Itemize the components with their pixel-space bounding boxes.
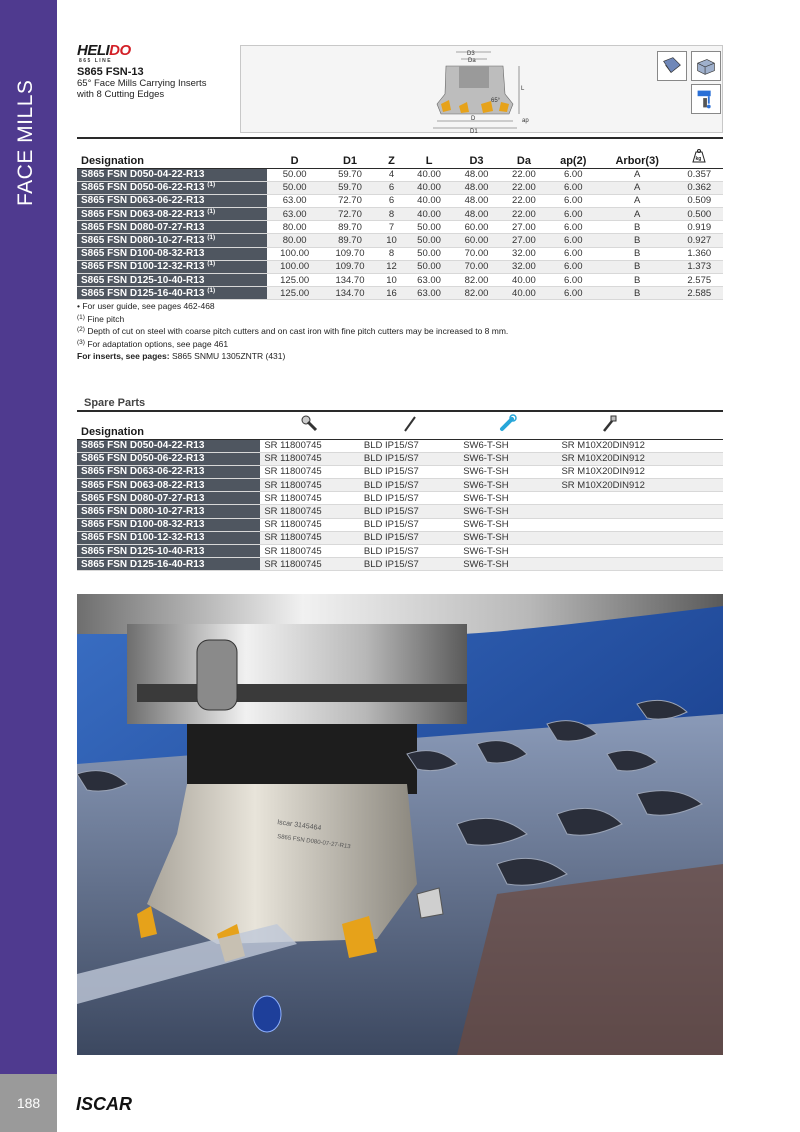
coolant-icon [691,84,721,114]
spare-part-cell: BLD IP15/S7 [360,531,459,544]
row-cell: 6.00 [548,247,599,260]
spare-row [77,518,723,531]
product-code: S865 FSN-13 [77,66,144,78]
spare-part-cell: SW6-T-SH [459,505,557,518]
row-cell: 6.00 [548,194,599,207]
row-cell: 6 [378,194,406,207]
col-l: L [405,138,452,168]
spare-part-cell: SW6-T-SH [459,465,557,478]
spare-part-cell: SR 11800745 [260,531,360,544]
spare-row-designation: S865 FSN D063-08-22-R13 [77,479,260,492]
spare-part-cell: SR 11800745 [260,465,360,478]
spare-row [77,439,723,452]
table-row [77,234,723,247]
spare-row-designation: S865 FSN D125-10-40-R13 [77,545,260,558]
row-cell: 12 [378,260,406,273]
row-cell: 125.00 [267,274,322,287]
row-cell: 70.00 [453,247,500,260]
row-cell: 6.00 [548,208,599,221]
row-cell: 50.00 [405,247,452,260]
row-cell: 0.509 [676,194,723,207]
spare-part-cell: SW6-T-SH [459,558,557,571]
product-photo [77,594,723,1055]
wrench-icon [497,413,519,435]
spare-parts-table [77,410,723,571]
row-cell: 72.70 [322,208,377,221]
photo-tool-text-2: S865 FSN D080-07-27-R13 [276,834,351,851]
spare-part-cell [557,545,660,558]
col-d1: D1 [322,138,377,168]
row-cell: 6.00 [548,260,599,273]
row-cell: 6.00 [548,234,599,247]
table-row [77,181,723,194]
dim-l: L [521,86,525,92]
row-designation: S865 FSN D063-06-22-R13 [77,194,267,207]
row-cell: 22.00 [500,208,547,221]
row-cell: B [599,260,676,273]
workpiece-icon [691,51,721,81]
dim-angle: 65° [491,98,501,104]
section-title: FACE MILLS [14,79,37,206]
spare-part-cell: SR 11800745 [260,558,360,571]
row-cell: 40.00 [405,181,452,194]
row-cell: 6.00 [548,287,599,300]
spare-spacer-cell [660,558,723,571]
table-header [77,138,723,168]
row-cell: A [599,194,676,207]
dim-ap: ap [522,118,529,124]
row-cell: 59.70 [322,181,377,194]
row-cell: 48.00 [453,208,500,221]
dim-d1: D1 [470,129,478,134]
row-cell: 1.360 [676,247,723,260]
dim-d3: D3 [467,51,475,57]
spare-parts-title: Spare Parts [84,397,146,409]
row-cell: 80.00 [267,234,322,247]
spare-col-spacer [660,411,723,439]
col-arbor: Arbor(3) [599,138,676,168]
row-cell: 125.00 [267,287,322,300]
spare-spacer-cell [660,545,723,558]
photo-tool-text-1: Iscar 3145464 [276,819,322,833]
row-cell: A [599,208,676,221]
spare-row [77,452,723,465]
spare-part-cell: SW6-T-SH [459,518,557,531]
spare-row [77,465,723,478]
note-3: $^{(3)}$ For adaptation options, see page 461 [77,338,229,349]
table-row [77,221,723,234]
row-cell: 6 [378,181,406,194]
row-designation: S865 FSN D050-06-22-R13 $^{(1)}$ [77,181,267,194]
row-cell: 50.00 [405,234,452,247]
row-cell: 22.00 [500,168,547,181]
helido-logo [77,42,141,64]
spare-spacer-cell [660,505,723,518]
row-cell: 50.00 [405,221,452,234]
row-cell: 82.00 [453,287,500,300]
logo-line-text: 865 LINE [79,58,113,64]
spare-part-cell: SR M10X20DIN912 [557,439,660,452]
spare-row [77,531,723,544]
row-cell: 0.500 [676,208,723,221]
spare-part-cell: SR 11800745 [260,452,360,465]
spare-part-cell [557,531,660,544]
row-cell: 82.00 [453,274,500,287]
spare-row [77,479,723,492]
row-cell: 72.70 [322,194,377,207]
row-cell: 63.00 [405,274,452,287]
spare-part-cell: SR 11800745 [260,479,360,492]
spare-spacer-cell [660,492,723,505]
table-row [77,287,723,300]
page-number: 188 [0,1074,57,1132]
spare-part-cell: SR 11800745 [260,439,360,452]
row-cell: 0.362 [676,181,723,194]
spare-part-cell: BLD IP15/S7 [360,545,459,558]
spare-row [77,492,723,505]
row-cell: 10 [378,234,406,247]
row-cell: 27.00 [500,221,547,234]
spare-row-designation: S865 FSN D080-07-27-R13 [77,492,260,505]
spare-spacer-cell [660,439,723,452]
row-cell: 2.585 [676,287,723,300]
spare-part-cell: BLD IP15/S7 [360,439,459,452]
spare-part-cell [557,558,660,571]
logo-text-b: DO [109,42,131,59]
row-cell: 40.00 [405,194,452,207]
spare-part-cell: SR M10X20DIN912 [557,452,660,465]
row-designation: S865 FSN D080-07-27-R13 [77,221,267,234]
row-cell: 0.919 [676,221,723,234]
spare-row-designation: S865 FSN D100-12-32-R13 [77,531,260,544]
row-cell: 1.373 [676,260,723,273]
row-cell: 70.00 [453,260,500,273]
row-cell: 10 [378,274,406,287]
spare-part-cell: SR 11800745 [260,545,360,558]
spare-spacer-cell [660,465,723,478]
row-cell: A [599,168,676,181]
spare-spacer-cell [660,531,723,544]
spare-part-cell: SW6-T-SH [459,479,557,492]
row-cell: 40.00 [500,274,547,287]
table-row [77,168,723,181]
row-cell: 59.70 [322,168,377,181]
spare-row-designation: S865 FSN D125-16-40-R13 [77,558,260,571]
cutter-diagram [401,46,541,134]
col-z: Z [378,138,406,168]
row-cell: 22.00 [500,194,547,207]
col-weight [676,138,723,168]
spare-col-wrench [459,411,557,439]
row-cell: B [599,247,676,260]
spare-col-bolt [557,411,660,439]
note-1: $^{(1)}$ Fine pitch [77,313,125,324]
spare-part-cell: SR M10X20DIN912 [557,479,660,492]
row-designation: S865 FSN D125-16-40-R13 $^{(1)}$ [77,287,267,300]
spare-part-cell: SW6-T-SH [459,545,557,558]
spare-row-designation: S865 FSN D100-08-32-R13 [77,518,260,531]
row-cell: 134.70 [322,274,377,287]
spare-part-cell: SW6-T-SH [459,492,557,505]
spare-part-cell: BLD IP15/S7 [360,505,459,518]
spare-part-cell: SR 11800745 [260,492,360,505]
row-cell: 100.00 [267,260,322,273]
row-cell: 6.00 [548,181,599,194]
insert-icon [657,51,687,81]
row-designation: S865 FSN D063-08-22-R13 $^{(1)}$ [77,208,267,221]
note-user-guide: • For user guide, see pages 462-468 [77,301,215,311]
row-cell: 4 [378,168,406,181]
product-desc-line-1: 65° Face Mills Carrying Inserts [77,78,207,89]
row-cell: 60.00 [453,221,500,234]
row-cell: 50.00 [267,181,322,194]
key-icon [399,413,421,435]
spare-spacer-cell [660,518,723,531]
row-cell: 6.00 [548,168,599,181]
row-cell: 89.70 [322,221,377,234]
dim-d: D [471,116,476,122]
col-d3: D3 [453,138,500,168]
row-cell: 63.00 [405,287,452,300]
row-cell: B [599,221,676,234]
spare-part-cell: BLD IP15/S7 [360,465,459,478]
sidebar-band [0,0,57,1132]
table-row [77,260,723,273]
row-cell: 80.00 [267,221,322,234]
col-designation: Designation [77,138,267,168]
spare-spacer-cell [660,452,723,465]
row-cell: 89.70 [322,234,377,247]
table-row [77,247,723,260]
row-designation: S865 FSN D100-12-32-R13 $^{(1)}$ [77,260,267,273]
col-d: D [267,138,322,168]
col-ap: ap(2) [548,138,599,168]
dim-da: Da [468,58,476,64]
row-cell: 0.357 [676,168,723,181]
row-cell: 48.00 [453,181,500,194]
row-cell: 6.00 [548,221,599,234]
spare-spacer-cell [660,479,723,492]
row-cell: B [599,287,676,300]
row-cell: 0.927 [676,234,723,247]
spare-part-cell: SR M10X20DIN912 [557,465,660,478]
spare-part-cell: BLD IP15/S7 [360,479,459,492]
weight-icon [691,148,707,164]
spare-col-key [360,411,459,439]
table-row [77,194,723,207]
table-row [77,208,723,221]
spare-row [77,545,723,558]
row-cell: 16 [378,287,406,300]
row-designation: S865 FSN D125-10-40-R13 [77,274,267,287]
spare-col-screw [260,411,360,439]
row-cell: 6.00 [548,274,599,287]
spare-part-cell [557,492,660,505]
row-cell: 109.70 [322,260,377,273]
svg-text:kg: kg [695,155,702,162]
tool-diagram-box [240,45,723,133]
spare-part-cell [557,518,660,531]
table-row [77,274,723,287]
row-cell: 2.575 [676,274,723,287]
spare-part-cell: BLD IP15/S7 [360,492,459,505]
spare-part-cell: SW6-T-SH [459,439,557,452]
spare-part-cell: BLD IP15/S7 [360,558,459,571]
row-cell: 32.00 [500,260,547,273]
spare-part-cell: BLD IP15/S7 [360,452,459,465]
row-cell: 60.00 [453,234,500,247]
spare-row [77,558,723,571]
row-cell: 8 [378,208,406,221]
row-cell: 109.70 [322,247,377,260]
row-cell: 48.00 [453,168,500,181]
row-cell: 8 [378,247,406,260]
screw-icon [299,413,321,435]
spare-part-cell: SW6-T-SH [459,452,557,465]
row-cell: 48.00 [453,194,500,207]
logo-text-a: HELI [77,42,110,59]
spare-col-designation: Designation [77,411,260,439]
bolt-icon [598,413,620,435]
spare-header [77,411,723,439]
row-cell: 7 [378,221,406,234]
spare-part-cell [557,505,660,518]
row-cell: 63.00 [267,194,322,207]
row-cell: 50.00 [267,168,322,181]
spare-row [77,505,723,518]
row-cell: 134.70 [322,287,377,300]
row-cell: 63.00 [267,208,322,221]
product-table [77,137,723,300]
row-cell: 100.00 [267,247,322,260]
row-cell: B [599,234,676,247]
row-designation: S865 FSN D080-10-27-R13 $^{(1)}$ [77,234,267,247]
row-cell: 40.00 [405,168,452,181]
note-inserts: For inserts, see pages: S865 SNMU 1305ZNTR (431) [77,351,286,361]
row-designation: S865 FSN D100-08-32-R13 [77,247,267,260]
table-notes [77,300,723,363]
row-cell: 40.00 [500,287,547,300]
brand-footer: ISCAR [76,1094,133,1114]
row-cell: 50.00 [405,260,452,273]
product-desc-line-2: with 8 Cutting Edges [77,89,165,100]
row-cell: 27.00 [500,234,547,247]
spare-row-designation: S865 FSN D080-10-27-R13 [77,505,260,518]
spare-part-cell: SW6-T-SH [459,531,557,544]
note-2: $^{(2)}$ Depth of cut on steel with coarse pitch cutters and on cast iron with fine pitch cutters may be increased to 8 mm. [77,326,509,336]
row-cell: A [599,181,676,194]
row-cell: B [599,274,676,287]
row-cell: 32.00 [500,247,547,260]
spare-part-cell: SR 11800745 [260,505,360,518]
spare-row-designation: S865 FSN D050-06-22-R13 [77,452,260,465]
col-da: Da [500,138,547,168]
product-description [77,78,237,100]
spare-part-cell: BLD IP15/S7 [360,518,459,531]
row-designation: S865 FSN D050-04-22-R13 [77,168,267,181]
spare-part-cell: SR 11800745 [260,518,360,531]
spare-row-designation: S865 FSN D063-06-22-R13 [77,465,260,478]
spare-row-designation: S865 FSN D050-04-22-R13 [77,439,260,452]
row-cell: 22.00 [500,181,547,194]
row-cell: 40.00 [405,208,452,221]
